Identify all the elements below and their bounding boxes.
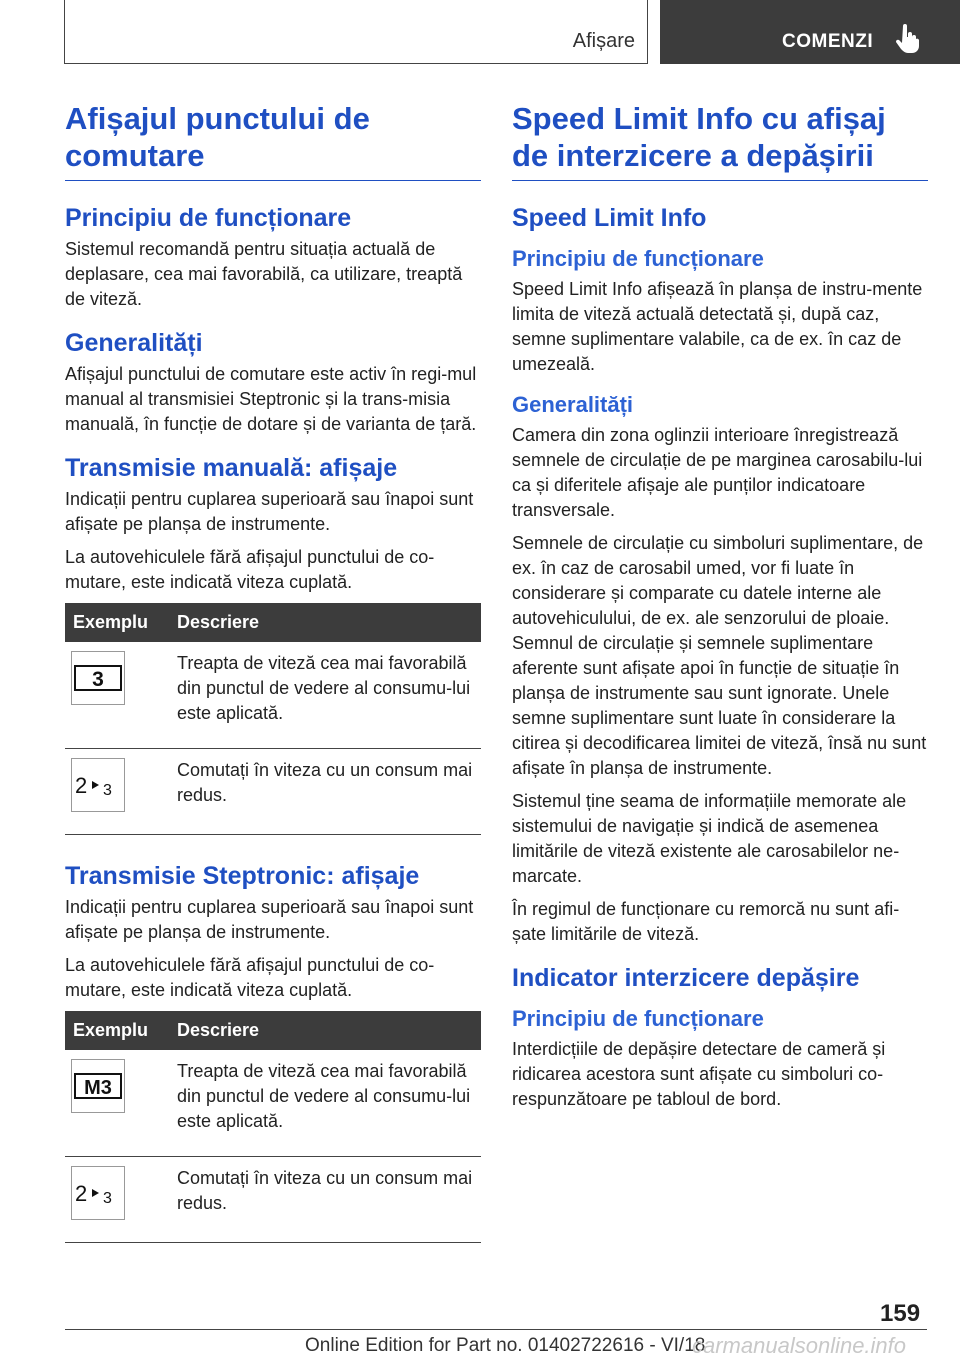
table-col-example: Exemplu xyxy=(65,603,169,642)
left-s2-text: Afișajul punctului de comutare este activ în regi-mul manual al transmisiei Steptronic și la trans-misia manuală, în funcție de dotare și de varianta de țară. xyxy=(65,364,477,434)
right-s1-sub2-p3: Sistemul ține seama de informațiile memorate ale sistemului de navigație și indică de asemenea limitările de viteză existente ale carosabilelor ne-marcate. xyxy=(512,791,907,886)
right-title: Speed Limit Info cu afișaj de interzicere a depășirii xyxy=(512,100,928,181)
table-desc: Comutați în viteza cu un consum mai redus. xyxy=(169,749,481,835)
table-row xyxy=(65,749,481,835)
svg-text:3: 3 xyxy=(92,668,104,691)
gear-shift-2-3-icon xyxy=(71,1166,125,1220)
left-title: Afișajul punctului de comutare xyxy=(65,100,481,181)
right-s1-sub2-heading: Generalități xyxy=(512,392,634,417)
right-s1-sub2-p4: În regimul de funcționare cu remorcă nu sunt afi-șate limitările de viteză. xyxy=(512,899,900,944)
page-number: 159 xyxy=(880,1300,921,1327)
table-header-row xyxy=(65,603,481,642)
table-desc: Treapta de viteză cea mai favorabilă din punctul de vedere al consumu-lui este aplicată. xyxy=(169,642,481,749)
table-col-description: Descriere xyxy=(169,1011,481,1050)
svg-text:2: 2 xyxy=(75,1181,88,1206)
left-s3-heading: Transmisie manuală: afișaje xyxy=(65,454,398,482)
table-desc: Comutați în viteza cu un consum mai redus. xyxy=(169,1157,481,1243)
left-s3-p1: Indicații pentru cuplarea superioară sau înapoi sunt afișate pe planșa de instrumente. xyxy=(65,489,474,534)
gear-3-icon xyxy=(71,651,125,705)
table-header-row xyxy=(65,1011,481,1050)
table-row xyxy=(65,1050,481,1157)
section-label: Afișare xyxy=(572,30,635,52)
section-tab xyxy=(64,0,648,64)
right-column xyxy=(512,100,928,1128)
table-col-example: Exemplu xyxy=(65,1011,169,1050)
left-s2-heading: Generalități xyxy=(65,329,203,357)
right-s2-heading: Indicator interzicere depășire xyxy=(512,964,860,992)
svg-text:2: 2 xyxy=(75,773,88,798)
footer-divider xyxy=(65,1329,927,1330)
right-s2-sub1-text: Interdicțiile de depășire detectare de cameră și ridicarea acestora sunt afișate cu simboluri co-respunzătoare pe tabloul de bord. xyxy=(512,1039,886,1109)
page-header xyxy=(0,0,960,66)
left-s4-heading: Transmisie Steptronic: afișaje xyxy=(65,862,420,890)
svg-text:M3: M3 xyxy=(84,1077,112,1099)
right-s1-heading: Speed Limit Info xyxy=(512,204,707,232)
left-s1-text: Sistemul recomandă pentru situația actuală de deplasare, cea mai favorabilă, ca utilizare, treaptă de viteză. xyxy=(65,239,463,309)
right-s1-sub1-heading: Principiu de funcționare xyxy=(512,246,764,271)
watermark: carmanualsonline.info xyxy=(692,1333,907,1358)
footer-edition: Online Edition for Part no. 01402722616 - VI/18 xyxy=(305,1335,706,1356)
right-s1-sub2-p1: Camera din zona oglinzii interioare înregistrează semnele de circulație de pe marginea carosabilu-lui ca și diferitele afișaje ale punților indicatoare transversale. xyxy=(512,425,923,520)
table-row xyxy=(65,1157,481,1243)
chapter-tab[interactable] xyxy=(660,0,960,64)
left-s4-p1: Indicații pentru cuplarea superioară sau înapoi sunt afișate pe planșa de instrumente. xyxy=(65,897,474,942)
right-s2-sub1-heading: Principiu de funcționare xyxy=(512,1006,764,1031)
svg-text:3: 3 xyxy=(103,782,112,799)
table-desc: Treapta de viteză cea mai favorabilă din punctul de vedere al consumu-lui este aplicată. xyxy=(169,1050,481,1157)
right-s1-sub2-p2: Semnele de circulație cu simboluri suplimentare, de ex. în caz de carosabil umed, vor fi luate în considerare și comparate cu datele interne ale autovehiculului, de ex. ale senzorului de ploaie. Semnul de circulație și semnele suplimentare aferente sunt afișate apoi în funcție de situație în planșa de instrumente sau sunt ignorate. Unele semne suplimentare sunt luate în considerare la citirea și decodificarea limitei de viteză, însă nu sunt afișate în planșa de instrumente. xyxy=(512,533,927,778)
manual-gear-table xyxy=(65,603,481,835)
chapter-label: COMENZI xyxy=(782,31,874,52)
gear-shift-2-3-icon xyxy=(71,758,125,812)
gear-m3-icon xyxy=(71,1059,125,1113)
steptronic-gear-table xyxy=(65,1011,481,1243)
left-s3-p2: La autovehiculele fără afișajul punctului de co-mutare, este indicată viteza cuplată. xyxy=(65,547,435,592)
table-col-description: Descriere xyxy=(169,603,481,642)
hand-pointer-icon xyxy=(894,24,920,54)
left-s4-p2: La autovehiculele fără afișajul punctului de co-mutare, este indicată viteza cuplată. xyxy=(65,955,435,1000)
left-s1-heading: Principiu de funcționare xyxy=(65,204,352,232)
table-row xyxy=(65,642,481,749)
svg-text:3: 3 xyxy=(103,1190,112,1207)
right-s1-sub1-text: Speed Limit Info afișează în planșa de instru-mente limita de viteză actuală detectată și, după caz, semne suplimentare valabile, ca de ex. în caz de umezeală. xyxy=(512,279,923,374)
left-column xyxy=(65,100,481,1269)
